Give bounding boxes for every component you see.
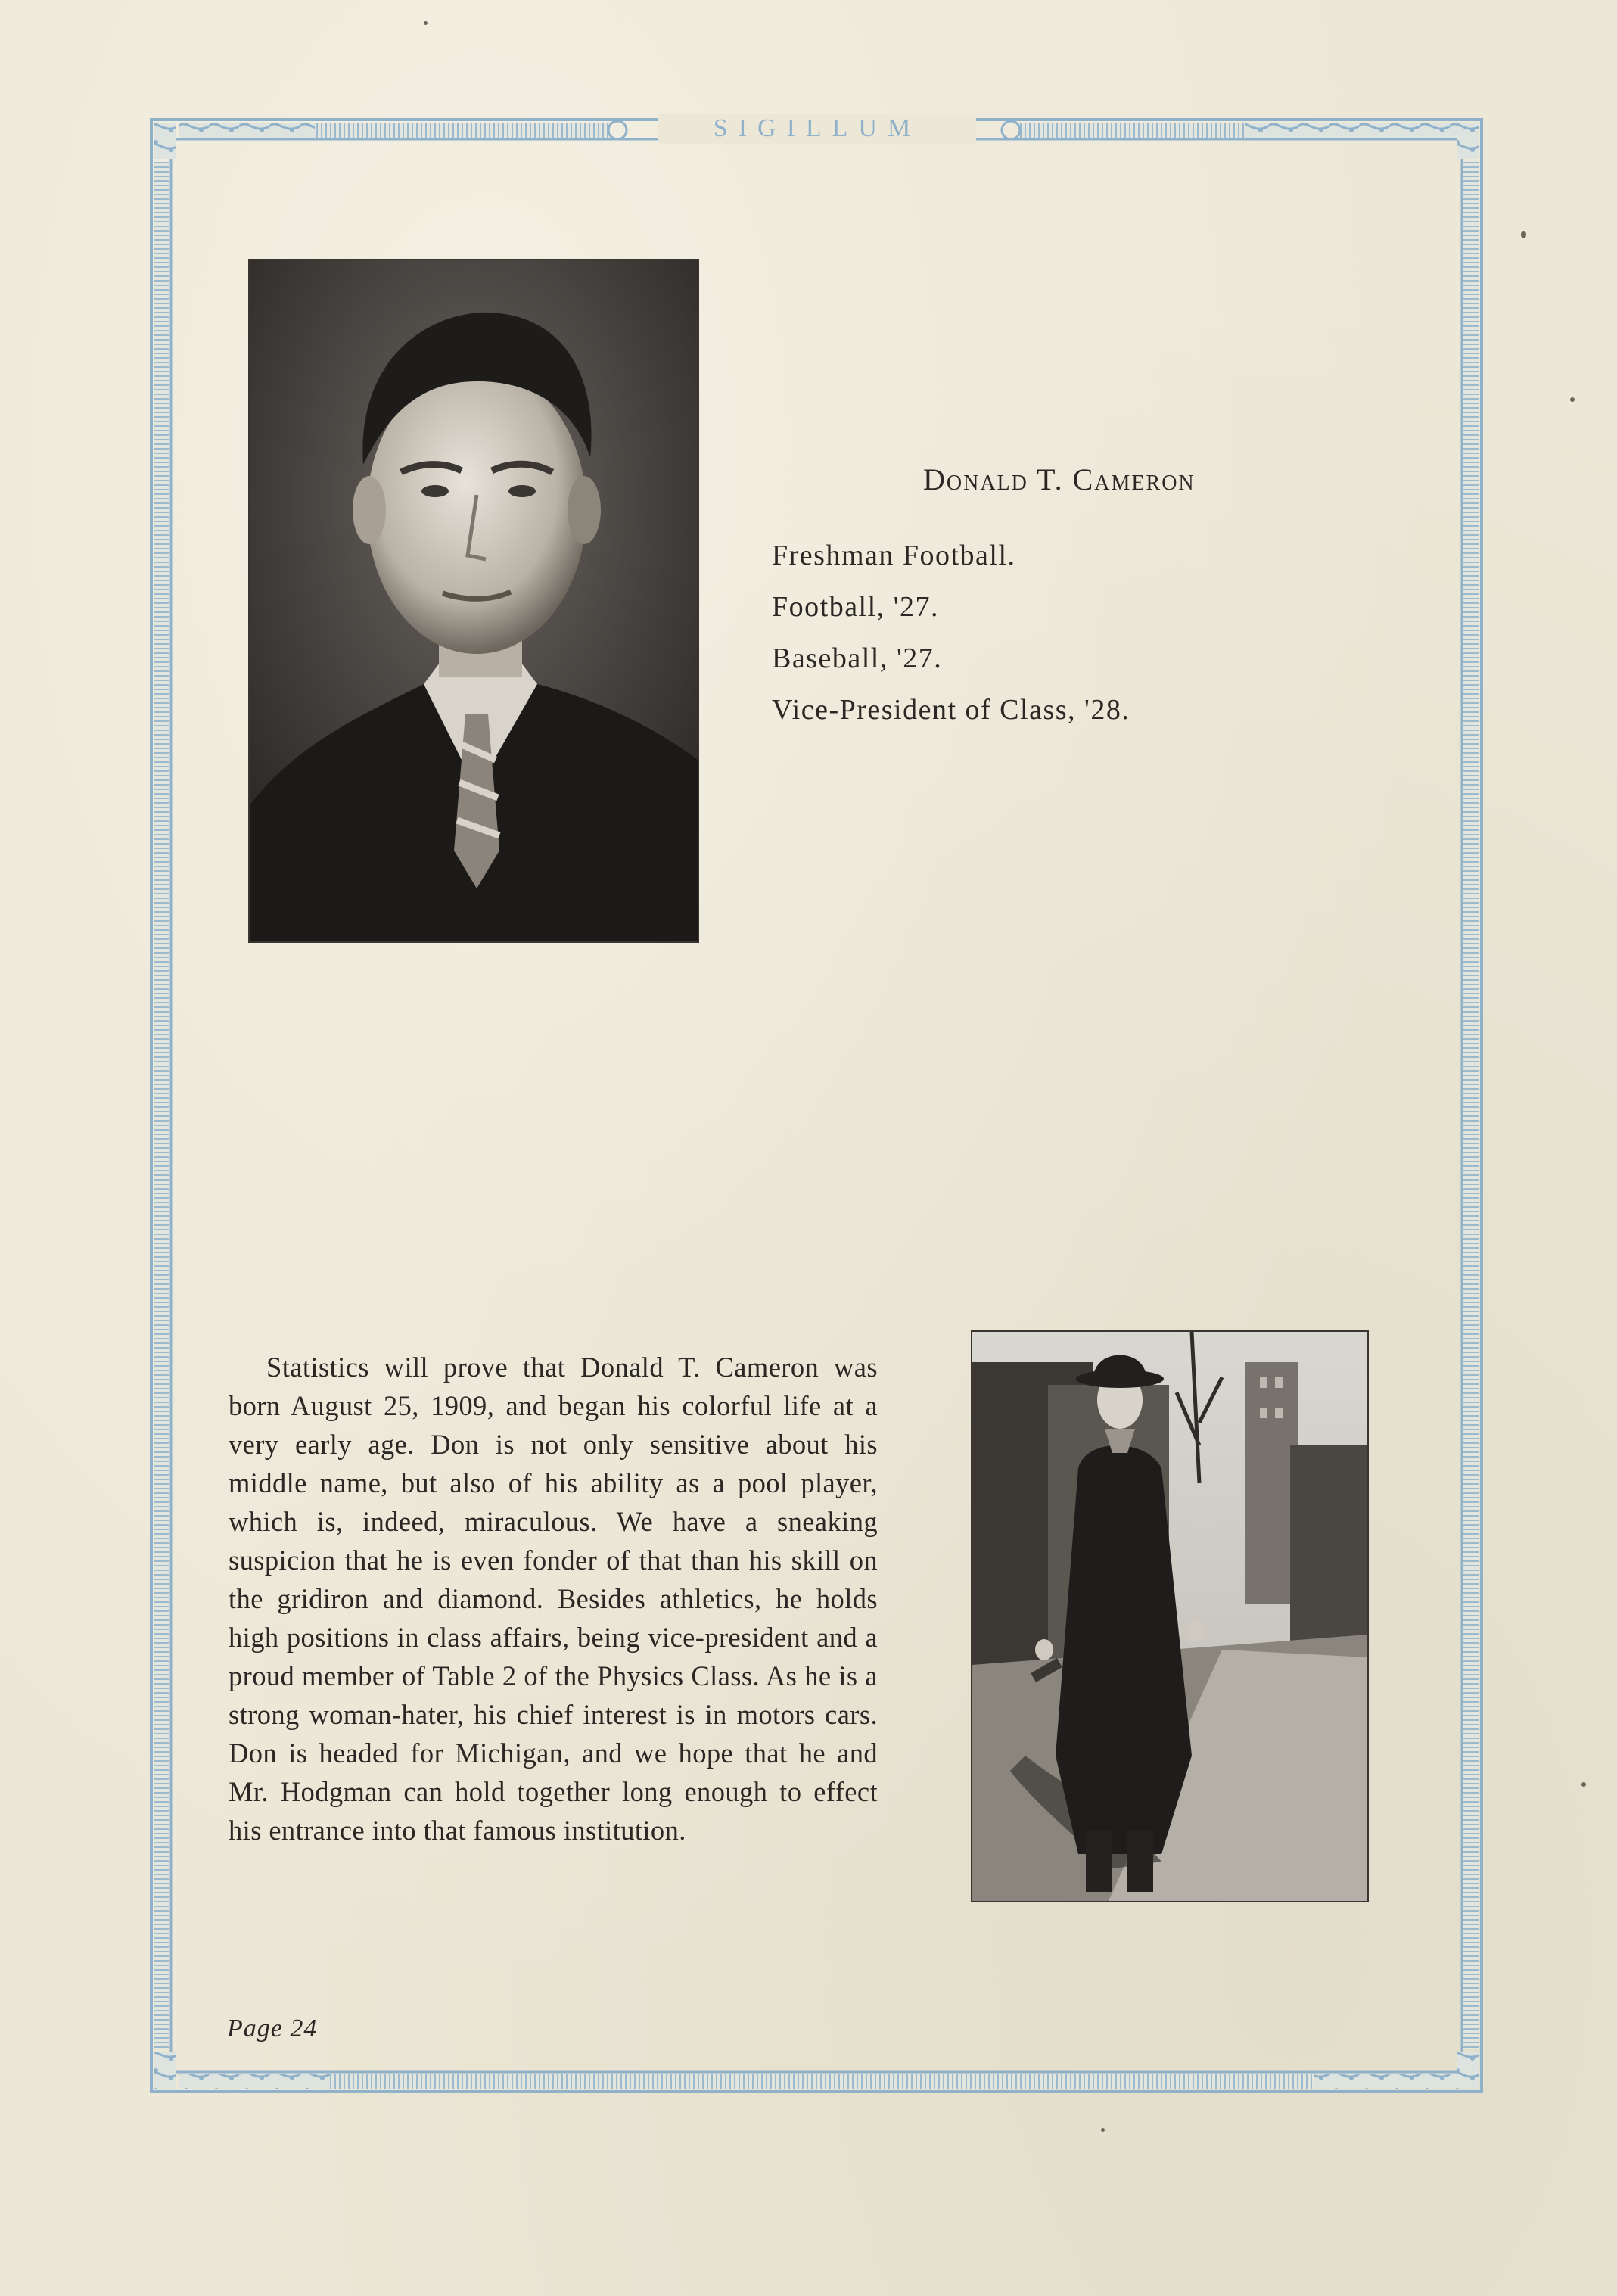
honor-item: Freshman Football. [772,540,1016,571]
honor-item: Vice-President of Class, '28. [772,694,1130,726]
portrait-photo [248,259,699,943]
yearbook-title: SIGILLUM [658,114,976,144]
student-name: Donald T. Cameron [923,462,1196,496]
page-number: Page 24 [227,2014,318,2042]
honor-item: Baseball, '27. [772,642,943,674]
biography-paragraph: Statistics will prove that Donald T. Cameron was born August 25, 1909, and began his colorful life at a very early age. Don is not only sensitive about his middle name, but also of his ability as a pool player, which is, indeed, miraculous. We have a sneaking suspicion that he is even fonder of that than his skill on the gridiron and diamond. Besides athletics, he holds high positions in class affairs, being vice-president and a proud member of Table 2 of the Physics Class. As he is a strong woman-hater, his chief interest is in motors cars. Don is headed for Michigan, and we hope that he and Mr. Hodgman can hold together long enough to effect his entrance into that famous institution. [229,1351,878,1846]
candid-photo [971,1330,1369,1902]
honor-item: Football, '27. [772,591,940,623]
honors-list [772,530,1130,736]
